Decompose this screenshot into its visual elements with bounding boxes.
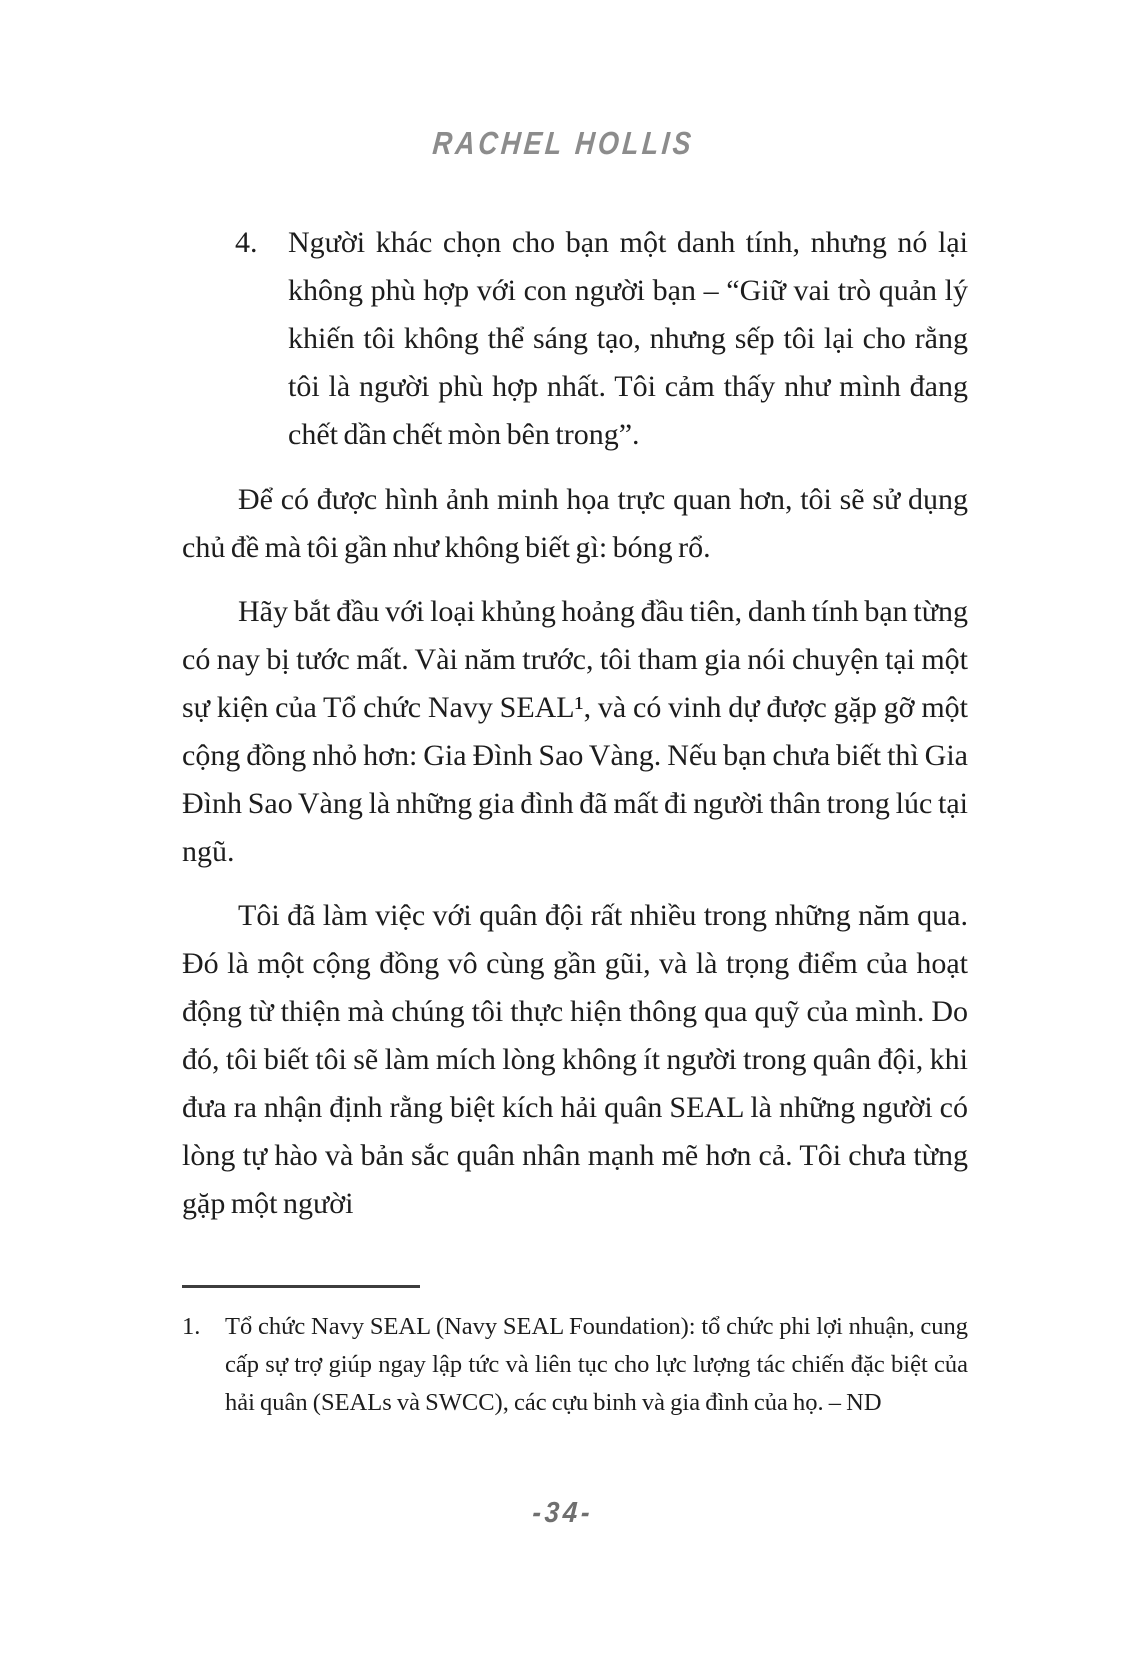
page-number-area	[0, 1497, 1126, 1530]
page-number: -34-	[531, 1497, 595, 1529]
paragraph-military-community: Tôi đã làm việc với quân đội rất nhiều trong những năm qua. Đó là một cộng đồng vô cùng gần gũi, và là trọng điểm của hoạt động từ thiện mà chúng tôi thực hiện thông qua quỹ của mình. Do đó, tôi biết tôi sẽ làm mích lòng không ít người trong quân đội, khi đưa ra nhận định rằng biệt kích hải quân SEAL là những người có lòng tự hào và bản sắc quân nhân mạnh mẽ hơn cả. Tôi chưa từng gặp một người	[182, 899, 968, 1220]
paragraph-basketball-intro: Để có được hình ảnh minh họa trực quan hơn, tôi sẽ sử dụng chủ đề mà tôi gần như không biết gì: bóng rổ.	[182, 483, 968, 564]
footnote-text: Tổ chức Navy SEAL (Navy SEAL Foundation): tổ chức phi lợi nhuận, cung cấp sự trợ giúp ngay lập tức và liên tục cho lực lượng tác chiến đặc biệt của hải quân (SEALs và SWCC), các cựu binh và gia đình của họ. – ND	[225, 1313, 968, 1416]
running-header	[0, 0, 1126, 172]
page-content	[182, 219, 968, 1422]
running-header-author: RACHEL HOLLIS	[430, 125, 696, 161]
list-item-number: 4.	[235, 226, 258, 259]
footnote-separator-rule	[182, 1285, 420, 1288]
footnote	[182, 1308, 968, 1422]
numbered-list-item-4	[182, 219, 968, 459]
footnote-number: 1.	[182, 1313, 201, 1340]
list-item-text: Người khác chọn cho bạn một danh tính, nhưng nó lại không phù hợp với con người bạn – “Giữ vai trò quản lý khiến tôi không thể sáng tạo, nhưng sếp tôi lại cho rằng tôi là người phù hợp nhất. Tôi cảm thấy như mình đang chết dần chết mòn bên trong”.	[288, 226, 968, 451]
paragraph-first-crisis: Hãy bắt đầu với loại khủng hoảng đầu tiên, danh tính bạn từng có nay bị tước mất. Vài năm trước, tôi tham gia nói chuyện tại một sự kiện của Tổ chức Navy SEAL¹, và có vinh dự được gặp gỡ một cộng đồng nhỏ hơn: Gia Đình Sao Vàng. Nếu bạn chưa biết thì Gia Đình Sao Vàng là những gia đình đã mất đi người thân trong lúc tại ngũ.	[182, 595, 968, 868]
